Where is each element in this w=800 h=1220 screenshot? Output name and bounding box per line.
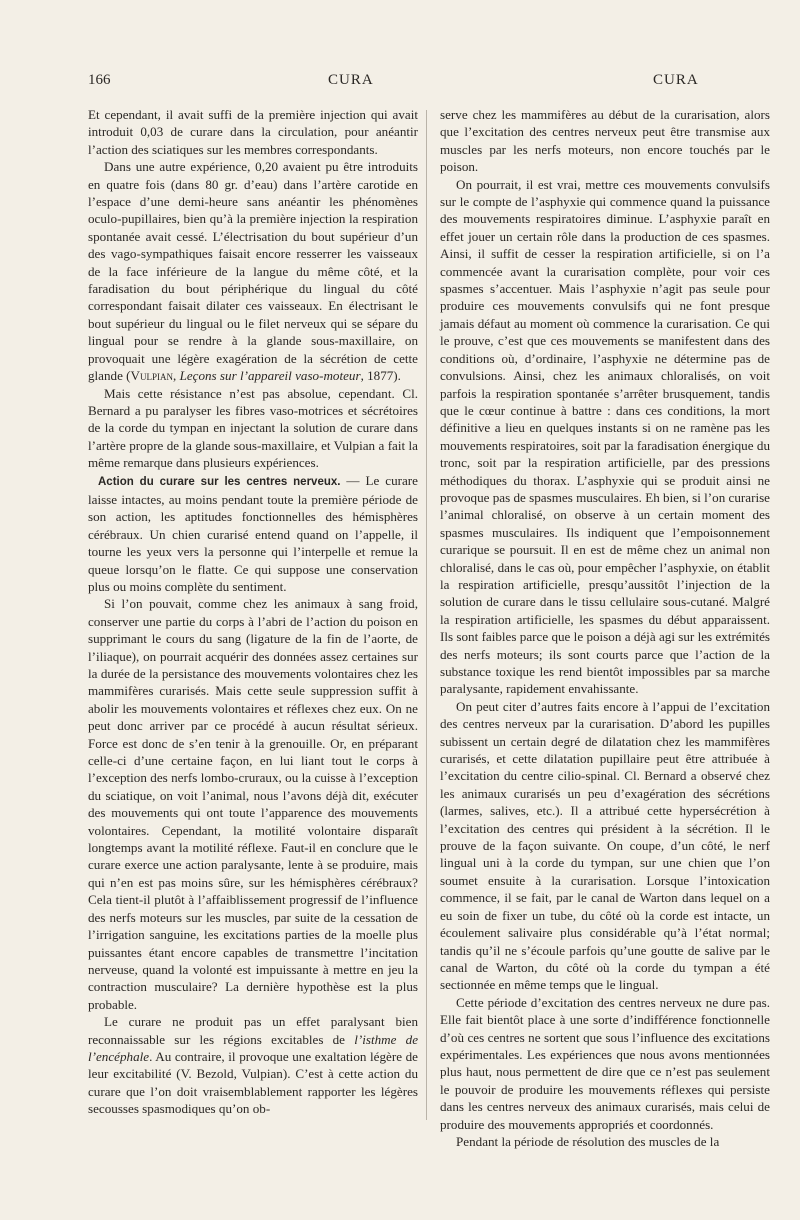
paragraph-text: . Au contraire, il provoque une exaltation légère de leur excitabilité (V. Bezold, Vulpian). C’est à cette action du curare que l’on doit vraisemblablement rapporter les légères secousses spasmodiques qu’on ob-	[88, 1048, 418, 1117]
book-title: Leçons sur l’appareil vaso-moteur	[179, 368, 361, 384]
section-heading: Action du curare sur les centres nerveux.	[98, 475, 341, 488]
author-name: Vulpian	[130, 368, 174, 384]
separator: ,	[173, 368, 180, 384]
paragraph	[88, 1013, 418, 1117]
column-divider	[426, 110, 427, 1120]
paragraph-text: Le curare ne produit pas un effet paralysant bien reconnaissable sur les régions excitables de	[88, 1014, 418, 1047]
left-column	[88, 106, 418, 1118]
paragraph: serve chez les mammifères au début de la curarisation, alors que l’excitation des centres nerveux peut être transmise aux muscles par les nerfs moteurs, non encore touchés par le poison.	[440, 107, 770, 175]
paragraph: Si l’on pouvait, comme chez les animaux à sang froid, conserver une partie du corps à l’abri de l’action du poison en supprimant le cours du sang (ligature de la fin de l’aorte, de l’iliaque), on pourrait acquérir des données assez certaines sur la durée de la persistance des mouvements volontaires chez les mammifères curarisés. Mais cette seule suppression suffit à abolir les mouvements volontaires et réflexes chez eux. On ne peut donc arriver par ce procédé à aucun résultat sérieux. Force est donc de s’en tenir à la grenouille. Or, en préparant celle-ci d’une certaine façon, en lui liant tout le corps à l’exception des nerfs lombo-cruraux, ou la cuisse à l’exception du sciatique, on voit l’animal, nous l’avons déjà dit, exécuter des mouvements qui ont toute l’apparence des mouvements volontaires. Cependant, la motilité volontaire disparaît longtemps avant la motilité réflexe. Faut-il en conclure que le curare exerce une action paralysante, lente à se produire, mais qui n’en est pas moins sûre, sur les hémisphères cérébraux? Cela tient-il plutôt à l’affaiblissement progressif de l’influence des nerfs moteurs sur les muscles, par suite de la cessation de l’irrigation sanguine, les excitations parties de la moelle plus puissantes étant encore capables de transmettre l’incitation nerveuse, quand la volonté est impuissante à mettre en jeu la contraction musculaire? La dernière hypothèse est la plus probable.	[88, 596, 418, 1012]
paragraph-text: — Le curare laisse intactes, au moins pendant toute la première période de son action, les aptitudes fonctionnelles des hémisphères cérébraux. Un chien curarisé entend quand on l’appelle, il tourne les yeux vers la personne qui l’interpelle et remue la queue lorsqu’on le flatte. Ce qui suppose une conservation plus ou moins complète du sentiment.	[88, 472, 418, 594]
page-number: 166	[88, 72, 111, 88]
page-header	[88, 72, 760, 94]
running-head-left: CURA	[328, 72, 374, 88]
paragraph-text: Dans une autre expérience, 0,20 avaient pu être introduits en quatre fois (dans 80 gr. d’eau) dans l’artère carotide en l’espace d’une demi-heure sans anéantir les phénomènes oculo-pupillaires, bien qu’à la première injection la respiration spontanée avait cessé. L’électrisation du bout supérieur d’un des vago-sympathiques faisait encore resserrer les vaisseaux de la face inférieure de la langue du même côté, et la faradisation du bout périphérique du lingual du côté correspondant faisait dilater ces vaisseaux. En électrisant le bout supérieur du lingual ou le filet nerveux qui se sépare du lingual pour se rendre à la glande sous-maxillaire, on provoquait une légère exagération de la sécrétion de cette glande (	[88, 159, 418, 384]
paragraph: Et cependant, il avait suffi de la première injection qui avait introduit 0,03 de curare dans la circulation, pour anéantir l’action des sciatiques sur les membres correspondants.	[88, 107, 418, 157]
right-column	[440, 106, 770, 1150]
running-head-right: CURA	[653, 72, 699, 88]
paragraph: Cette période d’excitation des centres nerveux ne dure pas. Elle fait bientôt place à une sorte d’indifférence fonctionnelle d’où ces centres ne sortent que sous l’influence des excitations expérimentales. Les expériences que nous avons mentionnées plus haut, nous permettent de dire que ce n’est pas seulement le pouvoir de produire les mouvements réflexes qui persiste dans les centres nerveux des animaux curarisés, mais celui de produire des mouvements appropriés et coordonnés.	[440, 994, 770, 1132]
paragraph	[88, 158, 418, 384]
paragraph: Pendant la période de résolution des muscles de la	[456, 1133, 720, 1149]
citation-end: , 1877).	[360, 368, 401, 384]
paragraph: Mais cette résistance n’est pas absolue, cependant. Cl. Bernard a pu paralyser les fibres vaso-motrices et sécrétoires de la corde du tympan en injectant la solution de curare dans l’artère propre de la glande sous-maxillaire, et Vulpian a fait la même remarque dans plusieurs expériences.	[88, 385, 418, 471]
section-paragraph	[88, 472, 418, 596]
emphasis-term: l’isthme de l’encéphale	[88, 1031, 419, 1064]
paragraph: On pourrait, il est vrai, mettre ces mouvements convulsifs sur le compte de l’asphyxie qui commence quand la puissance des mouvements respiratoires diminue. L’asphyxie paraît en effet jouer un certain rôle dans la production de ces spasmes. Ainsi, il suffit de cesser la respiration artificielle, si on l’a commencée avant la curarisation complète, pour voir ces spasmes s’accentuer. Mais l’asphyxie n’agit pas seule pour produire ces mouvements convulsifs qui ne font presque jamais défaut au moment où commence la curarisation. Ce qui le prouve, c’est que ces mouvements se manifestent dans des conditions où, d’ordinaire, l’asphyxie ne détermine pas de convulsions. Ainsi, chez les animaux chloralisés, on voit parfois la respiration spontanée s’arrêter brusquement, tandis que le cœur continue à battre : dans ces conditions, la mort définitive a lieu en quelques instants si on ne ramène pas les mouvements respiratoires, soit par la faradisation énergique du tronc, soit par la respiration artificielle, par des pressions méthodiques du thorax. L’asphyxie qui se produit ainsi ne provoque pas de spasmes musculaires. Eh bien, si l’on curarise l’animal chloralisé, on observe à un certain moment des spasmes musculaires. Ils indiquent que l’empoisonnement curarique se poursuit. Il en est de même chez un animal non chloralisé, dans le cas où, pour empêcher l’asphyxie, on établit la respiration artificielle, presqu’aussitôt l’injection de la solution de curare dans le tissu cellulaire sous-cutané. Malgré la respiration artificielle, les spasmes du début apparaissent. Ils sont faibles parce que le poison a déjà agi sur les extrémités des nerfs moteurs; ils sont courts parce que l’action de la substance toxique les rend bientôt impossibles par sa marche paralysante, rapidement envahissante.	[440, 176, 770, 697]
paragraph: On peut citer d’autres faits encore à l’appui de l’excitation des centres nerveux par la curarisation. D’abord les pupilles subissent un certain degré de dilatation chez les mammifères curarisés, et cette dilatation pupillaire peut être attribuée à l’excitation du centre cilio-spinal. Cl. Bernard a observé chez les animaux curarisés un peu d’exagération des sécrétions (larmes, salives, etc.). Il a attribué cette hypersécrétion à l’excitation des centres qui président à la sécrétion. Il le prouve de la façon suivante. On coupe, d’un côté, le nerf lingual uni à la corde du tympan, sur une chien que l’on soumet ensuite à la curarisation. Lorsque l’intoxication commence, il se fait, par le canal de Warton dans lequel on a eu soin de fixer un tube, du côté où la corde est intacte, un écoulement salivaire plus considérable qu’à l’état normal; tandis qu’il ne s’écoule parfois qu’une goutte de salive par le canal de Warton, du côté où la corde du tympan a été sectionnée en même temps que le lingual.	[440, 698, 770, 993]
